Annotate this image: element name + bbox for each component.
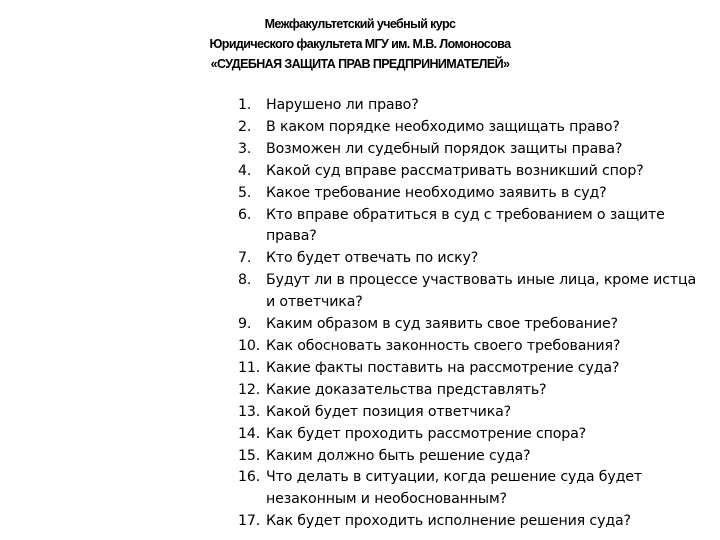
list-item-number: 16. <box>238 469 261 486</box>
list-item-number: 5. <box>238 184 252 201</box>
list-item <box>238 380 708 402</box>
list-item-number: 4. <box>238 162 252 179</box>
list-item-number: 15. <box>238 447 261 464</box>
list-item-number: 10. <box>238 337 261 354</box>
list-item-text: В каком порядке необходимо защищать право? <box>266 118 620 135</box>
list-item-text: Каким должно быть решение суда? <box>266 447 531 464</box>
list-item <box>238 183 708 205</box>
header-line-title: «СУДЕБНАЯ ЗАЩИТА ПРАВ ПРЕДПРИНИМАТЕЛЕЙ» <box>210 57 510 71</box>
list-item-text: Как будет проходить рассмотрение спора? <box>266 425 587 442</box>
list-item-text: Кто вправе обратиться в суд с требованием о защите права? <box>266 206 665 245</box>
list-item-text: Возможен ли судебный порядок защиты права? <box>266 140 623 157</box>
list-item-text: Какой суд вправе рассматривать возникший спор? <box>266 162 644 179</box>
list-item <box>238 95 708 117</box>
list-item-text: Какие факты поставить на рассмотрение суда? <box>266 359 620 376</box>
list-item-text: Какое требование необходимо заявить в суд? <box>266 184 607 201</box>
list-item <box>238 446 708 468</box>
list-item-number: 17. <box>238 513 261 530</box>
list-item-text: Будут ли в процессе участвовать иные лица, кроме истца и ответчика? <box>266 272 697 311</box>
list-item <box>238 402 708 424</box>
list-item-number: 7. <box>238 250 252 267</box>
list-item <box>238 314 708 336</box>
list-item <box>238 336 708 358</box>
list-item-text: Каким образом в суд заявить свое требование? <box>266 316 618 333</box>
list-item-text: Как обосновать законность своего требования? <box>266 337 621 354</box>
questions-list <box>238 95 708 533</box>
list-item <box>238 270 708 314</box>
list-item <box>238 511 708 533</box>
list-item-number: 8. <box>238 272 252 289</box>
list-item-text: Нарушено ли право? <box>266 97 419 113</box>
list-item <box>238 117 708 139</box>
list-item <box>238 248 708 270</box>
list-item <box>238 467 708 511</box>
list-item-number: 12. <box>238 381 261 398</box>
list-item-number: 6. <box>238 206 252 223</box>
list-item-number: 3. <box>238 140 252 157</box>
list-item-text: Как будет проходить исполнение решения суда? <box>266 513 631 530</box>
list-item-text: Какой будет позиция ответчика? <box>266 403 512 420</box>
list-item-text: Кто будет отвечать по иску? <box>266 250 479 267</box>
list-item <box>238 161 708 183</box>
list-item-number: 11. <box>238 359 261 376</box>
list-item-number: 9. <box>238 316 252 333</box>
header-line-faculty: Юридического факультета МГУ им. М.В. Ломоносова <box>209 37 511 51</box>
list-item-number: 1. <box>238 97 252 113</box>
header-line-course: Межфакультетский учебный курс <box>264 17 456 31</box>
list-item-number: 2. <box>238 118 252 135</box>
list-item-text: Какие доказательства представлять? <box>266 381 547 398</box>
list-item-number: 13. <box>238 403 261 420</box>
course-header <box>150 14 570 74</box>
list-item <box>238 139 708 161</box>
list-item <box>238 358 708 380</box>
list-item <box>238 424 708 446</box>
list-item-text: Что делать в ситуации, когда решение суда будет незаконным и необоснованным? <box>266 469 642 508</box>
list-item-number: 14. <box>238 425 261 442</box>
list-item <box>238 205 708 249</box>
